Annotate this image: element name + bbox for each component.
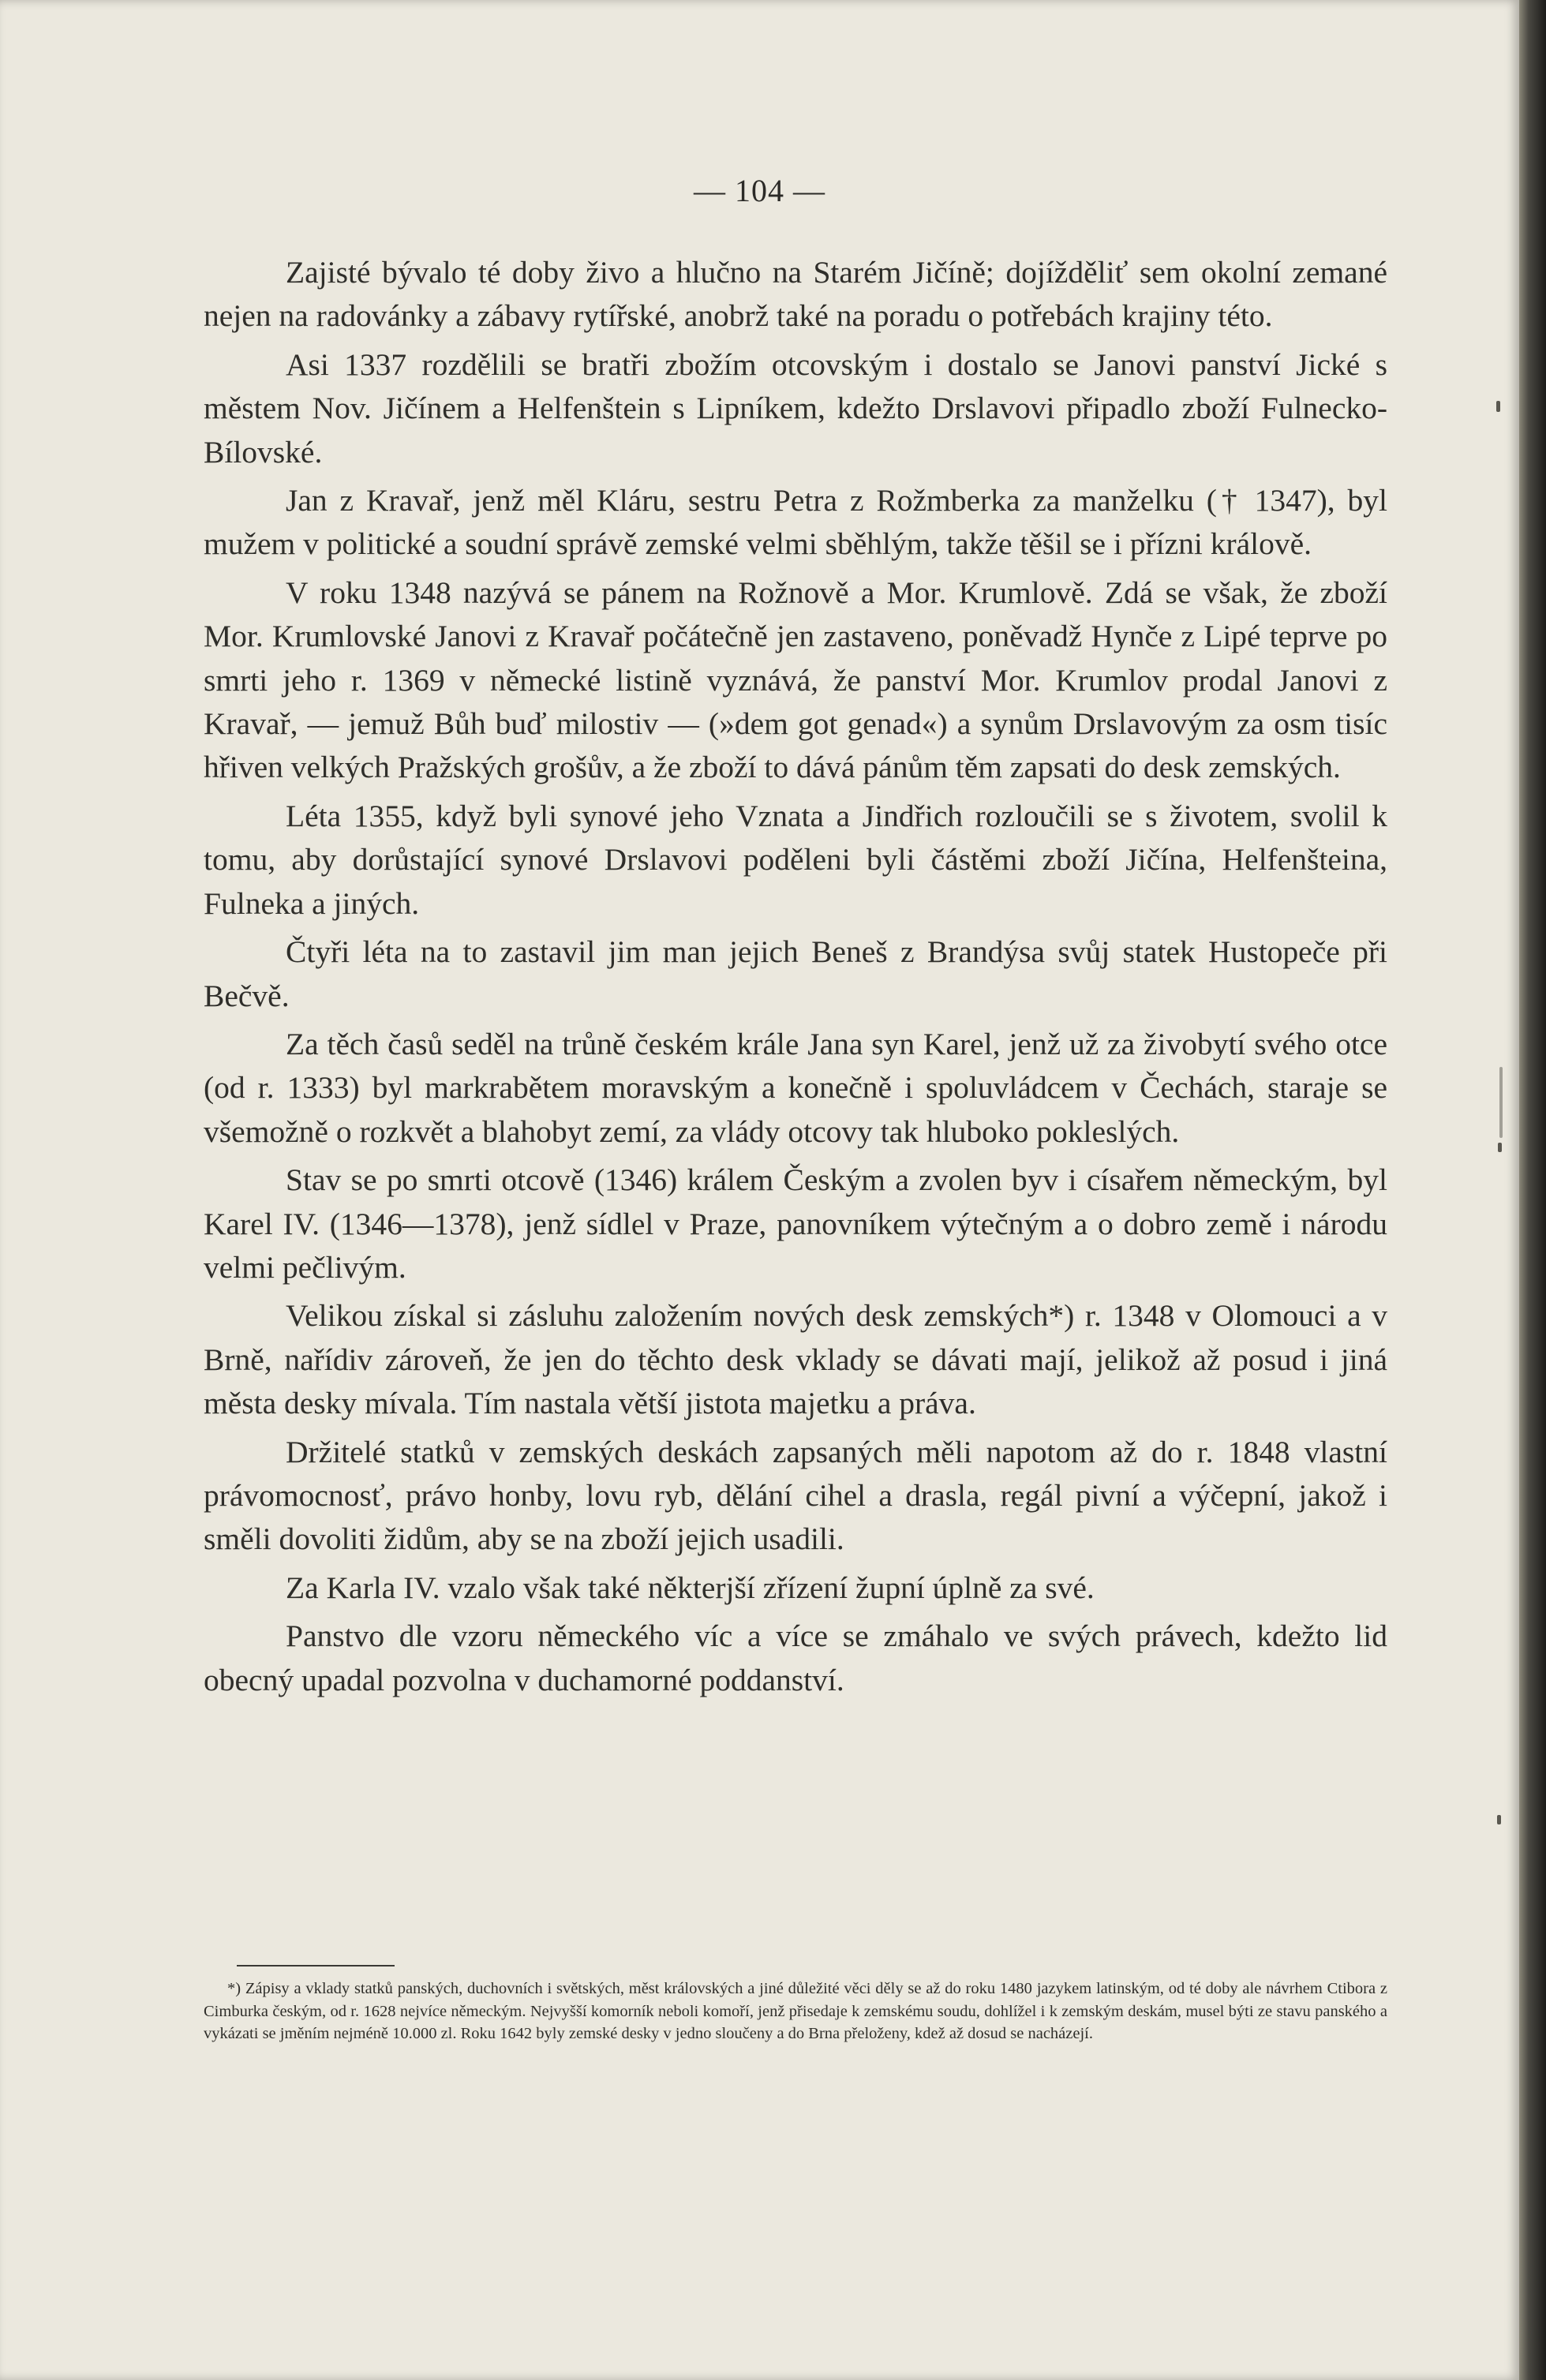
paragraph: Držitelé statků v zemských deskách zapsaných měli napotom až do r. 1848 vlastní právomocnosť, právo honby, lovu ryb, dělání cihel a drasla, regál pivní a výčepní, jakož i směli dovoliti židům, aby se na zboží jejich usadili. — [204, 1434, 1387, 1557]
footnote: *) Zápisy a vklady statků panských, duchovních i světských, měst královských a jiné důležité věci děly se až do roku 1480 jazykem latinským, od té doby ale návrhem Ctibora z Cimburka českým, od r. 1628 nejvíce německým. Nejvyšší komorník neboli komoří, jenž přisedaje k zemskému soudu, dohlížel i k zemským deskám, musel býti ze stavu panského a vykázati se jměním nejméně 10.000 zl. Roku 1642 byly zemské desky v jedno sloučeny a do Brna přeloženy, kdež až dosud se nacházejí. — [204, 1980, 1387, 2042]
scan-edge — [1519, 0, 1546, 2380]
paragraph: Léta 1355, když byli synové jeho Vznata a Jindřich rozloučili se s životem, svolil k tomu, aby dorůstající synové Drslavovi poděleni byli částěmi zboží Jičína, Helfenšteina, Fulneka a jiných. — [204, 798, 1387, 921]
paragraph: Zajisté bývalo té doby živo a hlučno na Starém Jičíně; dojížděliť sem okolní zemané nejen na radovánky a zábavy rytířské, anobrž také na poradu o potřebách krajiny této. — [204, 255, 1387, 334]
paragraph: Za Karla IV. vzalo však také některjší zřízení župní úplně za své. — [286, 1570, 1095, 1605]
page-number: — 104 — — [694, 173, 825, 208]
scan-mark — [1497, 1815, 1501, 1824]
paragraph: Stav se po smrti otcově (1346) králem Českým a zvolen byv i císařem německým, byl Karel IV. (1346—1378), jenž sídlel v Praze, panovníkem výtečným a o dobro země i národu velmi pečlivým. — [204, 1162, 1387, 1285]
paragraph: V roku 1348 nazývá se pánem na Rožnově a Mor. Krumlově. Zdá se však, že zboží Mor. Krumlovské Janovi z Kravař počátečně jen zastaveno, poněvadž Hynče z Lipé teprve po smrti jeho r. 1369 v německé listině vyznává, že panství Mor. Krumlov prodal Janovi z Kravař, — jemuž Bůh buď milostiv — (»dem got genad«) a synům Drslavovým za osm tisíc hřiven velkých Pražských grošův, a že zboží to dává pánům těm zapsati do desk zemských. — [204, 574, 1387, 785]
footnote-divider — [237, 1965, 395, 1966]
scan-mark — [1498, 1143, 1502, 1152]
paragraph: Velikou získal si zásluhu založením nových desk zemských*) r. 1348 v Olomouci a v Brně, nařídiv zároveň, že jen do těchto desk vklady se dávati mají, jelikož až posud i jiná města desky mívala. Tím nastala větší jistota majetku a práva. — [204, 1298, 1387, 1421]
scan-mark — [1496, 401, 1500, 412]
body-text — [204, 251, 1387, 1707]
paragraph: Panstvo dle vzoru německého víc a více se zmáhalo ve svých právech, kdežto lid obecný upadal pozvolna v duchamorné poddanství. — [204, 1618, 1387, 1697]
paragraph: Čtyři léta na to zastavil jim man jejich Beneš z Brandýsa svůj statek Hustopeče při Bečvě. — [204, 934, 1387, 1013]
scan-mark — [1499, 1067, 1503, 1138]
paragraph: Jan z Kravař, jenž měl Kláru, sestru Petra z Rožmberka za manželku († 1347), byl mužem v politické a soudní správě zemské velmi sběhlým, takže těšil se i přízni králově. — [204, 483, 1387, 562]
paragraph: Asi 1337 rozdělili se bratři zbožím otcovským i dostalo se Janovi panství Jické s městem Nov. Jičínem a Helfenštein s Lipníkem, kdežto Drslavovi připadlo zboží Fulnecko-Bílovské. — [204, 346, 1387, 470]
paragraph: Za těch časů seděl na trůně českém krále Jana syn Karel, jenž už za živobytí svého otce (od r. 1333) byl markrabětem moravským a konečně i spoluvládcem v Čechách, staraje se všemožně o rozkvět a blahobyt zemí, za vlády otcovy tak hluboko pokleslých. — [204, 1026, 1387, 1149]
